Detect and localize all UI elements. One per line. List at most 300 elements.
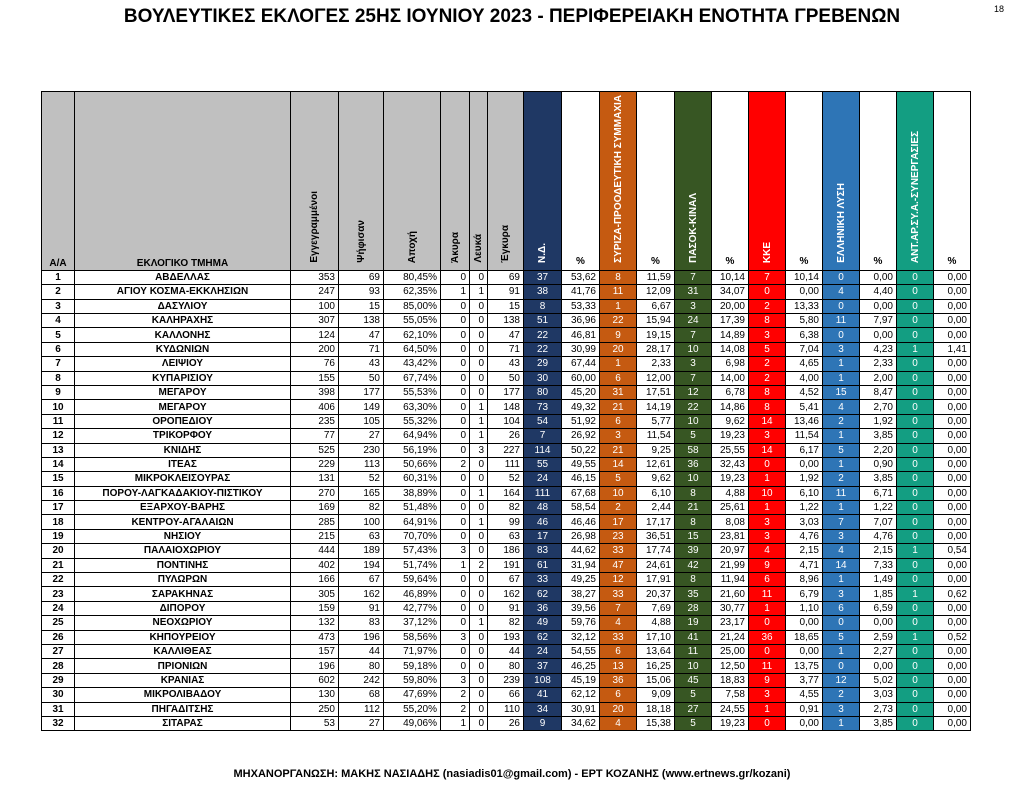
party-pct-cell: 3,85 — [860, 472, 897, 486]
voted-cell: 47 — [339, 328, 384, 342]
party-votes-cell: 11 — [600, 285, 637, 299]
row-number: 14 — [42, 457, 75, 471]
blank-cell: 0 — [470, 688, 488, 702]
party-votes-cell: 0 — [897, 299, 934, 313]
party-pct-cell: 14,19 — [637, 400, 675, 414]
invalid-cell: 0 — [441, 371, 470, 385]
party-pct-cell: 20,37 — [637, 587, 675, 601]
valid-cell: 162 — [488, 587, 524, 601]
party-pct-cell: 14,86 — [712, 400, 749, 414]
blank-cell: 0 — [470, 544, 488, 558]
abstention-cell: 56,19% — [384, 443, 441, 457]
party-votes-cell: 46 — [524, 515, 562, 529]
party-votes-cell: 58 — [675, 443, 712, 457]
party-pct-cell: 41,76 — [562, 285, 600, 299]
section-name: ΔΙΠΟΡΟΥ — [75, 601, 291, 615]
party-votes-cell: 47 — [600, 558, 637, 572]
party-pct-cell: 3,03 — [786, 515, 823, 529]
party-votes-cell: 3 — [749, 688, 786, 702]
party-pct-cell: 6,67 — [637, 299, 675, 313]
party-votes-cell: 0 — [897, 443, 934, 457]
abstention-cell: 55,32% — [384, 414, 441, 428]
table-row — [42, 429, 971, 443]
section-name: ΑΓΙΟΥ ΚΟΣΜΑ-ΕΚΚΛΗΣΙΩΝ — [75, 285, 291, 299]
party-votes-cell: 3 — [823, 702, 860, 716]
party-pct-cell: 0,00 — [786, 285, 823, 299]
table-row — [42, 457, 971, 471]
voted-cell: 67 — [339, 573, 384, 587]
section-name: ΚΥΔΩΝΙΩΝ — [75, 342, 291, 356]
party-votes-cell: 2 — [600, 501, 637, 515]
party-pct-cell: 16,25 — [637, 659, 675, 673]
table-row — [42, 601, 971, 615]
party-pct-cell: 9,25 — [637, 443, 675, 457]
registered-cell: 602 — [291, 673, 339, 687]
voted-cell: 242 — [339, 673, 384, 687]
blank-cell: 1 — [470, 414, 488, 428]
valid-header: Έγκυρα — [488, 92, 524, 271]
invalid-cell: 1 — [441, 558, 470, 572]
party-pct-cell: 19,23 — [712, 716, 749, 730]
party-votes-cell: 28 — [675, 601, 712, 615]
party-votes-cell: 111 — [524, 486, 562, 500]
party-pct-cell: 0,00 — [934, 314, 971, 328]
party-pct-cell: 6,38 — [786, 328, 823, 342]
party-pct-cell: 45,20 — [562, 385, 600, 399]
blank-cell: 0 — [470, 314, 488, 328]
party-pct-cell: 4,88 — [637, 616, 675, 630]
invalid-cell: 0 — [441, 314, 470, 328]
registered-cell: 229 — [291, 457, 339, 471]
party-votes-cell: 49 — [524, 616, 562, 630]
party-votes-cell: 36 — [675, 457, 712, 471]
voted-cell: 165 — [339, 486, 384, 500]
party-votes-cell: 14 — [600, 457, 637, 471]
voted-header: Ψήφισαν — [339, 92, 384, 271]
row-number: 4 — [42, 314, 75, 328]
party-pct-cell: 8,47 — [860, 385, 897, 399]
party-votes-cell: 4 — [600, 716, 637, 730]
abstention-cell: 70,70% — [384, 529, 441, 543]
abstention-cell: 64,94% — [384, 429, 441, 443]
section-name: ΣΑΡΑΚΗΝΑΣ — [75, 587, 291, 601]
party-votes-cell: 35 — [675, 587, 712, 601]
registered-cell: 132 — [291, 616, 339, 630]
blank-cell: 0 — [470, 385, 488, 399]
invalid-cell: 0 — [441, 529, 470, 543]
party-pct-cell: 23,81 — [712, 529, 749, 543]
party-pct-cell: 19,23 — [712, 472, 749, 486]
party-votes-cell: 33 — [600, 587, 637, 601]
abstention-cell: 64,91% — [384, 515, 441, 529]
invalid-cell: 0 — [441, 443, 470, 457]
party-header-1: ΣΥΡΙΖΑ-ΠΡΟΟΔΕΥΤΙΚΗ ΣΥΜΜΑΧΙΑ — [600, 92, 637, 271]
party-votes-cell: 10 — [749, 486, 786, 500]
valid-cell: 148 — [488, 400, 524, 414]
party-pct-cell: 2,15 — [860, 544, 897, 558]
party-pct-cell: 30,99 — [562, 342, 600, 356]
invalid-cell: 0 — [441, 501, 470, 515]
registered-cell: 250 — [291, 702, 339, 716]
row-number: 9 — [42, 385, 75, 399]
party-pct-cell: 1,92 — [860, 414, 897, 428]
row-number: 32 — [42, 716, 75, 730]
party-votes-cell: 5 — [675, 429, 712, 443]
blank-cell: 0 — [470, 573, 488, 587]
party-votes-cell: 15 — [823, 385, 860, 399]
party-pct-cell: 0,00 — [934, 357, 971, 371]
party-pct-cell: 0,00 — [860, 328, 897, 342]
party-pct-cell: 2,70 — [860, 400, 897, 414]
party-pct-cell: 45,19 — [562, 673, 600, 687]
blank-cell: 0 — [470, 601, 488, 615]
party-votes-cell: 2 — [749, 371, 786, 385]
party-votes-cell: 0 — [823, 328, 860, 342]
blank-cell: 0 — [470, 702, 488, 716]
party-votes-cell: 8 — [749, 314, 786, 328]
row-number: 6 — [42, 342, 75, 356]
party-pct-cell: 7,04 — [786, 342, 823, 356]
party-pct-cell: 24,61 — [637, 558, 675, 572]
party-pct-cell: 20,97 — [712, 544, 749, 558]
blank-header: Λευκά — [470, 92, 488, 271]
party-votes-cell: 0 — [897, 472, 934, 486]
party-pct-cell: 13,75 — [786, 659, 823, 673]
party-votes-cell: 33 — [600, 630, 637, 644]
party-pct-cell: 3,85 — [860, 716, 897, 730]
party-votes-cell: 8 — [600, 270, 637, 284]
voted-cell: 43 — [339, 357, 384, 371]
party-votes-cell: 3 — [675, 299, 712, 313]
registered-cell: 159 — [291, 601, 339, 615]
party-votes-cell: 22 — [524, 328, 562, 342]
section-name: ΟΡΟΠΕΔΙΟΥ — [75, 414, 291, 428]
party-votes-cell: 12 — [600, 573, 637, 587]
party-votes-cell: 11 — [823, 486, 860, 500]
results-table — [41, 91, 971, 731]
blank-cell: 0 — [470, 270, 488, 284]
party-votes-cell: 108 — [524, 673, 562, 687]
party-pct-cell: 6,79 — [786, 587, 823, 601]
party-votes-cell: 5 — [749, 342, 786, 356]
section-name: ΔΑΣΥΛΙΟΥ — [75, 299, 291, 313]
party-pct-cell: 15,94 — [637, 314, 675, 328]
voted-cell: 50 — [339, 371, 384, 385]
blank-cell: 0 — [470, 299, 488, 313]
party-pct-cell: 62,12 — [562, 688, 600, 702]
party-votes-cell: 2 — [749, 299, 786, 313]
party-pct-cell: 6,71 — [860, 486, 897, 500]
party-pct-cell: 10,14 — [712, 270, 749, 284]
table-row — [42, 400, 971, 414]
table-row — [42, 716, 971, 730]
party-pct-cell: 1,85 — [860, 587, 897, 601]
blank-cell: 0 — [470, 472, 488, 486]
table-row — [42, 501, 971, 515]
party-votes-cell: 37 — [524, 270, 562, 284]
party-votes-cell: 0 — [749, 285, 786, 299]
registered-cell: 155 — [291, 371, 339, 385]
valid-cell: 193 — [488, 630, 524, 644]
party-pct-cell: 0,00 — [934, 702, 971, 716]
blank-cell: 0 — [470, 644, 488, 658]
party-pct-cell: 11,54 — [637, 429, 675, 443]
party-votes-cell: 0 — [749, 644, 786, 658]
abstention-cell: 58,56% — [384, 630, 441, 644]
party-pct-header-0: % — [562, 92, 600, 271]
party-votes-cell: 20 — [600, 702, 637, 716]
table-row — [42, 688, 971, 702]
party-votes-cell: 10 — [675, 414, 712, 428]
party-votes-cell: 12 — [823, 673, 860, 687]
party-pct-cell: 5,80 — [786, 314, 823, 328]
blank-cell: 0 — [470, 357, 488, 371]
row-number: 11 — [42, 414, 75, 428]
party-pct-cell: 0,90 — [860, 457, 897, 471]
party-votes-cell: 7 — [675, 328, 712, 342]
party-pct-cell: 14,08 — [712, 342, 749, 356]
party-pct-cell: 15,06 — [637, 673, 675, 687]
party-pct-cell: 2,15 — [786, 544, 823, 558]
valid-cell: 67 — [488, 573, 524, 587]
row-number: 19 — [42, 529, 75, 543]
party-pct-cell: 2,44 — [637, 501, 675, 515]
party-pct-cell: 4,00 — [786, 371, 823, 385]
voted-cell: 112 — [339, 702, 384, 716]
party-votes-cell: 73 — [524, 400, 562, 414]
party-votes-cell: 4 — [823, 285, 860, 299]
party-pct-cell: 12,09 — [637, 285, 675, 299]
row-number: 29 — [42, 673, 75, 687]
party-votes-cell: 0 — [897, 702, 934, 716]
blank-cell: 0 — [470, 342, 488, 356]
party-pct-cell: 12,00 — [637, 371, 675, 385]
invalid-cell: 0 — [441, 299, 470, 313]
party-pct-cell: 11,94 — [712, 573, 749, 587]
section-name: ΠΑΛΑΙΟΧΩΡΙΟΥ — [75, 544, 291, 558]
party-pct-cell: 7,07 — [860, 515, 897, 529]
party-votes-cell: 17 — [600, 515, 637, 529]
valid-cell: 15 — [488, 299, 524, 313]
party-pct-cell: 0,00 — [934, 501, 971, 515]
party-votes-cell: 36 — [749, 630, 786, 644]
party-pct-cell: 49,55 — [562, 457, 600, 471]
party-pct-cell: 0,00 — [934, 529, 971, 543]
invalid-cell: 0 — [441, 429, 470, 443]
section-name: ΚΥΠΑΡΙΣΙΟΥ — [75, 371, 291, 385]
voted-cell: 138 — [339, 314, 384, 328]
party-votes-cell: 0 — [897, 501, 934, 515]
party-pct-cell: 0,00 — [934, 285, 971, 299]
registered-cell: 247 — [291, 285, 339, 299]
invalid-cell: 1 — [441, 285, 470, 299]
voted-cell: 162 — [339, 587, 384, 601]
party-pct-cell: 17,91 — [637, 573, 675, 587]
table-row — [42, 299, 971, 313]
party-votes-cell: 7 — [675, 270, 712, 284]
abstention-cell: 51,48% — [384, 501, 441, 515]
party-pct-cell: 2,20 — [860, 443, 897, 457]
voted-cell: 63 — [339, 529, 384, 543]
valid-cell: 50 — [488, 371, 524, 385]
party-votes-cell: 0 — [897, 457, 934, 471]
party-pct-cell: 1,49 — [860, 573, 897, 587]
party-votes-cell: 0 — [897, 486, 934, 500]
party-votes-cell: 22 — [524, 342, 562, 356]
party-votes-cell: 10 — [675, 342, 712, 356]
valid-cell: 227 — [488, 443, 524, 457]
party-votes-cell: 1 — [897, 630, 934, 644]
party-votes-cell: 0 — [897, 644, 934, 658]
party-votes-cell: 9 — [749, 673, 786, 687]
party-votes-cell: 30 — [524, 371, 562, 385]
valid-cell: 82 — [488, 501, 524, 515]
invalid-cell: 0 — [441, 414, 470, 428]
party-pct-cell: 49,32 — [562, 400, 600, 414]
party-pct-cell: 15,38 — [637, 716, 675, 730]
section-name: ΜΕΓΑΡΟΥ — [75, 385, 291, 399]
party-votes-cell: 0 — [749, 457, 786, 471]
party-pct-cell: 0,00 — [934, 558, 971, 572]
table-row — [42, 544, 971, 558]
registered-cell: 76 — [291, 357, 339, 371]
valid-cell: 66 — [488, 688, 524, 702]
party-pct-cell: 17,51 — [637, 385, 675, 399]
party-pct-cell: 59,76 — [562, 616, 600, 630]
party-votes-cell: 6 — [600, 414, 637, 428]
party-votes-cell: 1 — [823, 644, 860, 658]
abstention-cell: 62,35% — [384, 285, 441, 299]
party-pct-cell: 5,02 — [860, 673, 897, 687]
party-votes-cell: 5 — [675, 716, 712, 730]
party-pct-cell: 0,00 — [934, 299, 971, 313]
invalid-header: Άκυρα — [441, 92, 470, 271]
party-pct-cell: 5,41 — [786, 400, 823, 414]
party-votes-cell: 19 — [675, 616, 712, 630]
party-pct-cell: 58,54 — [562, 501, 600, 515]
voted-cell: 91 — [339, 601, 384, 615]
party-pct-cell: 0,00 — [934, 472, 971, 486]
party-votes-cell: 3 — [600, 429, 637, 443]
party-pct-cell: 34,62 — [562, 716, 600, 730]
section-name: ΠΗΓΑΔΙΤΣΗΣ — [75, 702, 291, 716]
abstention-cell: 67,74% — [384, 371, 441, 385]
invalid-cell: 3 — [441, 544, 470, 558]
row-number: 28 — [42, 659, 75, 673]
party-votes-cell: 1 — [600, 357, 637, 371]
party-votes-cell: 5 — [823, 630, 860, 644]
section-name: ΜΙΚΡΟΚΛΕΙΣΟΥΡΑΣ — [75, 472, 291, 486]
party-votes-cell: 11 — [675, 644, 712, 658]
party-pct-cell: 36,96 — [562, 314, 600, 328]
valid-cell: 47 — [488, 328, 524, 342]
party-votes-cell: 31 — [675, 285, 712, 299]
abstention-cell: 62,10% — [384, 328, 441, 342]
abstention-cell: 38,89% — [384, 486, 441, 500]
party-pct-header-2: % — [712, 92, 749, 271]
table-header-row — [42, 92, 971, 271]
row-number: 22 — [42, 573, 75, 587]
party-pct-cell: 7,97 — [860, 314, 897, 328]
party-pct-cell: 67,68 — [562, 486, 600, 500]
row-number: 18 — [42, 515, 75, 529]
party-pct-cell: 18,65 — [786, 630, 823, 644]
party-pct-cell: 7,58 — [712, 688, 749, 702]
party-votes-cell: 22 — [675, 400, 712, 414]
party-pct-cell: 0,00 — [860, 659, 897, 673]
blank-cell: 0 — [470, 716, 488, 730]
party-votes-cell: 11 — [823, 314, 860, 328]
row-number: 2 — [42, 285, 75, 299]
party-header-3: ΚΚΕ — [749, 92, 786, 271]
page-number: 18 — [993, 4, 1004, 14]
party-pct-cell: 67,44 — [562, 357, 600, 371]
registered-cell: 444 — [291, 544, 339, 558]
abstention-cell: 63,30% — [384, 400, 441, 414]
section-name: ΚΕΝΤΡΟΥ-ΑΓΑΛΑΙΩΝ — [75, 515, 291, 529]
party-pct-cell: 6,10 — [637, 486, 675, 500]
invalid-cell: 0 — [441, 659, 470, 673]
registered-cell: 196 — [291, 659, 339, 673]
party-pct-cell: 11,54 — [786, 429, 823, 443]
abstention-cell: 59,64% — [384, 573, 441, 587]
row-number: 25 — [42, 616, 75, 630]
party-pct-cell: 9,62 — [637, 472, 675, 486]
registered-cell: 200 — [291, 342, 339, 356]
party-pct-cell: 0,00 — [934, 486, 971, 500]
party-pct-cell: 46,46 — [562, 515, 600, 529]
blank-cell: 1 — [470, 486, 488, 500]
party-votes-cell: 114 — [524, 443, 562, 457]
party-votes-cell: 15 — [675, 529, 712, 543]
party-pct-cell: 30,77 — [712, 601, 749, 615]
party-pct-cell: 44,62 — [562, 544, 600, 558]
party-votes-cell: 0 — [749, 716, 786, 730]
registered-cell: 166 — [291, 573, 339, 587]
party-pct-cell: 2,73 — [860, 702, 897, 716]
party-votes-cell: 31 — [600, 385, 637, 399]
party-votes-cell: 10 — [600, 486, 637, 500]
valid-cell: 52 — [488, 472, 524, 486]
party-votes-cell: 33 — [524, 573, 562, 587]
party-pct-cell: 17,10 — [637, 630, 675, 644]
party-votes-cell: 11 — [749, 659, 786, 673]
party-votes-cell: 0 — [897, 601, 934, 615]
party-votes-cell: 1 — [823, 501, 860, 515]
row-number: 12 — [42, 429, 75, 443]
blank-cell: 0 — [470, 587, 488, 601]
party-pct-cell: 6,59 — [860, 601, 897, 615]
registered-cell: 305 — [291, 587, 339, 601]
section-name: ΚΝΙΔΗΣ — [75, 443, 291, 457]
invalid-cell: 2 — [441, 702, 470, 716]
invalid-cell: 0 — [441, 486, 470, 500]
row-number: 5 — [42, 328, 75, 342]
party-pct-cell: 20,00 — [712, 299, 749, 313]
section-name: ΙΤΕΑΣ — [75, 457, 291, 471]
row-number: 16 — [42, 486, 75, 500]
party-votes-cell: 6 — [600, 371, 637, 385]
row-number: 23 — [42, 587, 75, 601]
voted-cell: 44 — [339, 644, 384, 658]
voted-cell: 52 — [339, 472, 384, 486]
party-votes-cell: 1 — [823, 573, 860, 587]
party-pct-cell: 14,89 — [712, 328, 749, 342]
party-votes-cell: 10 — [675, 659, 712, 673]
invalid-cell: 0 — [441, 400, 470, 414]
party-pct-cell: 46,15 — [562, 472, 600, 486]
party-pct-cell: 4,23 — [860, 342, 897, 356]
